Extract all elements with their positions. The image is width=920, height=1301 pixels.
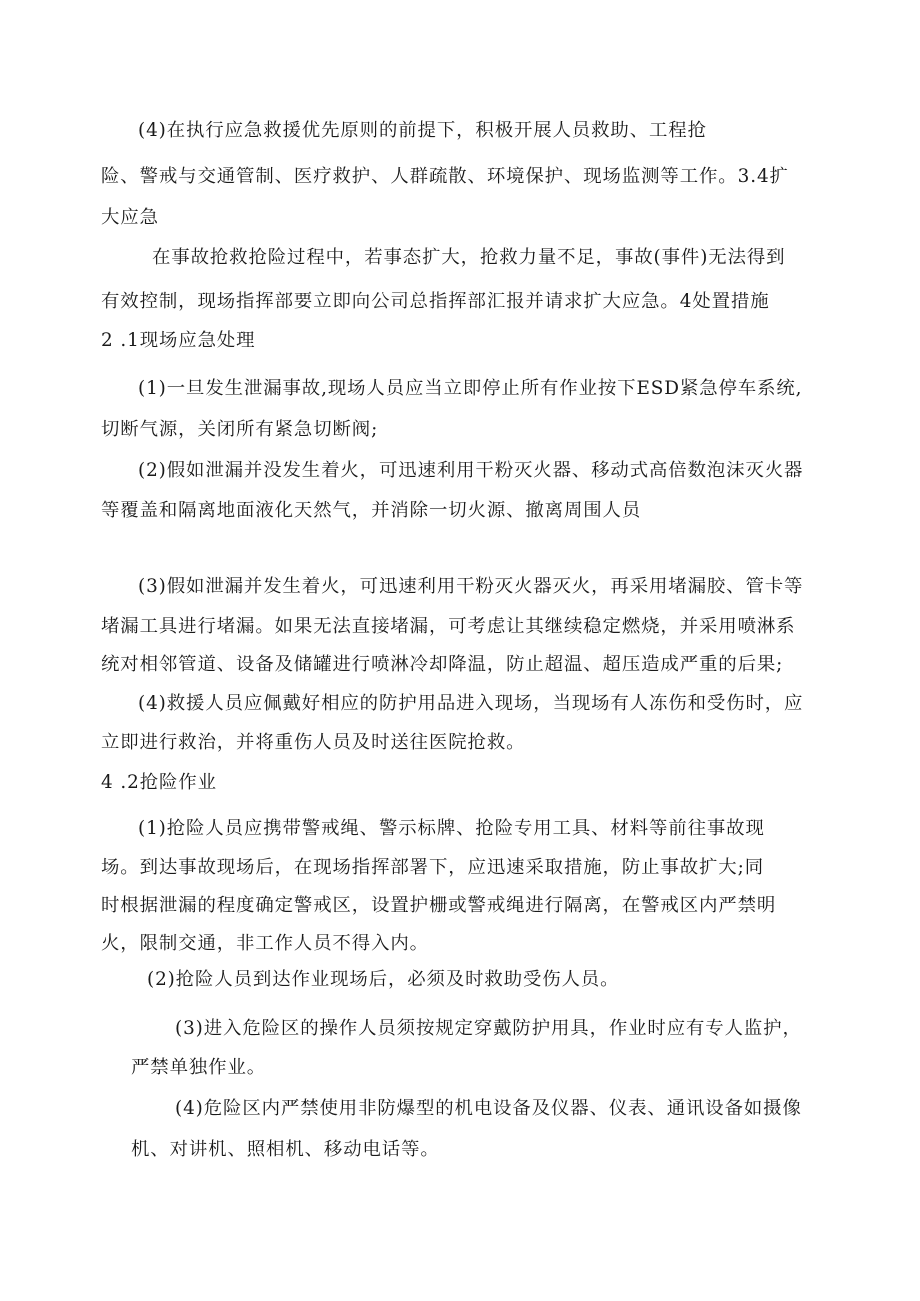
text-line: (4)在执行应急救援优先原则的前提下，积极开展人员救助、工程抢: [138, 120, 707, 141]
text-line: (3)假如泄漏并发生着火，可迅速利用干粉灭火器灭火，再采用堵漏胶、管卡等: [138, 576, 804, 597]
text-line: 有效控制，现场指挥部要立即向公司总指挥部汇报并请求扩大应急。4处置措施: [101, 291, 770, 312]
text-line: 严禁单独作业。: [131, 1057, 267, 1078]
text-line: (2)假如泄漏并没发生着火，可迅速利用干粉灭火器、移动式高倍数泡沫灭火器: [138, 460, 804, 481]
text-line: 机、对讲机、照相机、移动电话等。: [131, 1139, 440, 1160]
text-line: (4)救援人员应佩戴好相应的防护用品进入现场，当现场有人冻伤和受伤时，应: [138, 693, 804, 714]
text-line: 切断气源，关闭所有紧急切断阀;: [101, 419, 379, 440]
text-line: 险、警戒与交通管制、医疗救护、人群疏散、环境保护、现场监测等工作。3.4扩: [101, 166, 789, 187]
text-line: 场。到达事故现场后，在现场指挥部署下，应迅速采取措施，防止事故扩大;同: [101, 857, 764, 878]
text-line: 堵漏工具进行堵漏。如果无法直接堵漏，可考虑让其继续稳定燃烧，并采用喷淋系: [101, 616, 796, 637]
text-line: 火，限制交通，非工作人员不得入内。: [101, 933, 429, 954]
text-line: 等覆盖和隔离地面液化天然气，并消除一切火源、撤离周围人员: [101, 500, 642, 521]
text-line: (2)抢险人员到达作业现场后，必须及时救助受伤人员。: [147, 969, 620, 990]
text-line: (1)一旦发生泄漏事故,现场人员应当立即停止所有作业按下ESD紧急停车系统,: [138, 378, 803, 399]
text-line: (1)抢险人员应携带警戒绳、警示标牌、抢险专用工具、材料等前往事故现: [138, 818, 765, 839]
section-heading: 2 .1现场应急处理: [101, 330, 256, 351]
text-line: 统对相邻管道、设备及储罐进行喷淋冷却降温，防止超温、超压造成严重的后果;: [101, 654, 784, 675]
text-line: (4)危险区内严禁使用非防爆型的机电设备及仪器、仪表、通讯设备如摄像: [175, 1098, 802, 1119]
section-heading: 4 .2抢险作业: [101, 772, 217, 793]
text-line: (3)进入危险区的操作人员须按规定穿戴防护用具，作业时应有专人监护，: [175, 1018, 802, 1039]
text-line: 立即进行救治，并将重伤人员及时送往医院抢救。: [101, 732, 526, 753]
text-line: 大应急: [101, 207, 159, 228]
text-line: 在事故抢救抢险过程中，若事态扩大，抢救力量不足，事故(事件)无法得到: [152, 247, 786, 268]
text-line: 时根据泄漏的程度确定警戒区，设置护栅或警戒绳进行隔离，在警戒区内严禁明: [101, 895, 777, 916]
